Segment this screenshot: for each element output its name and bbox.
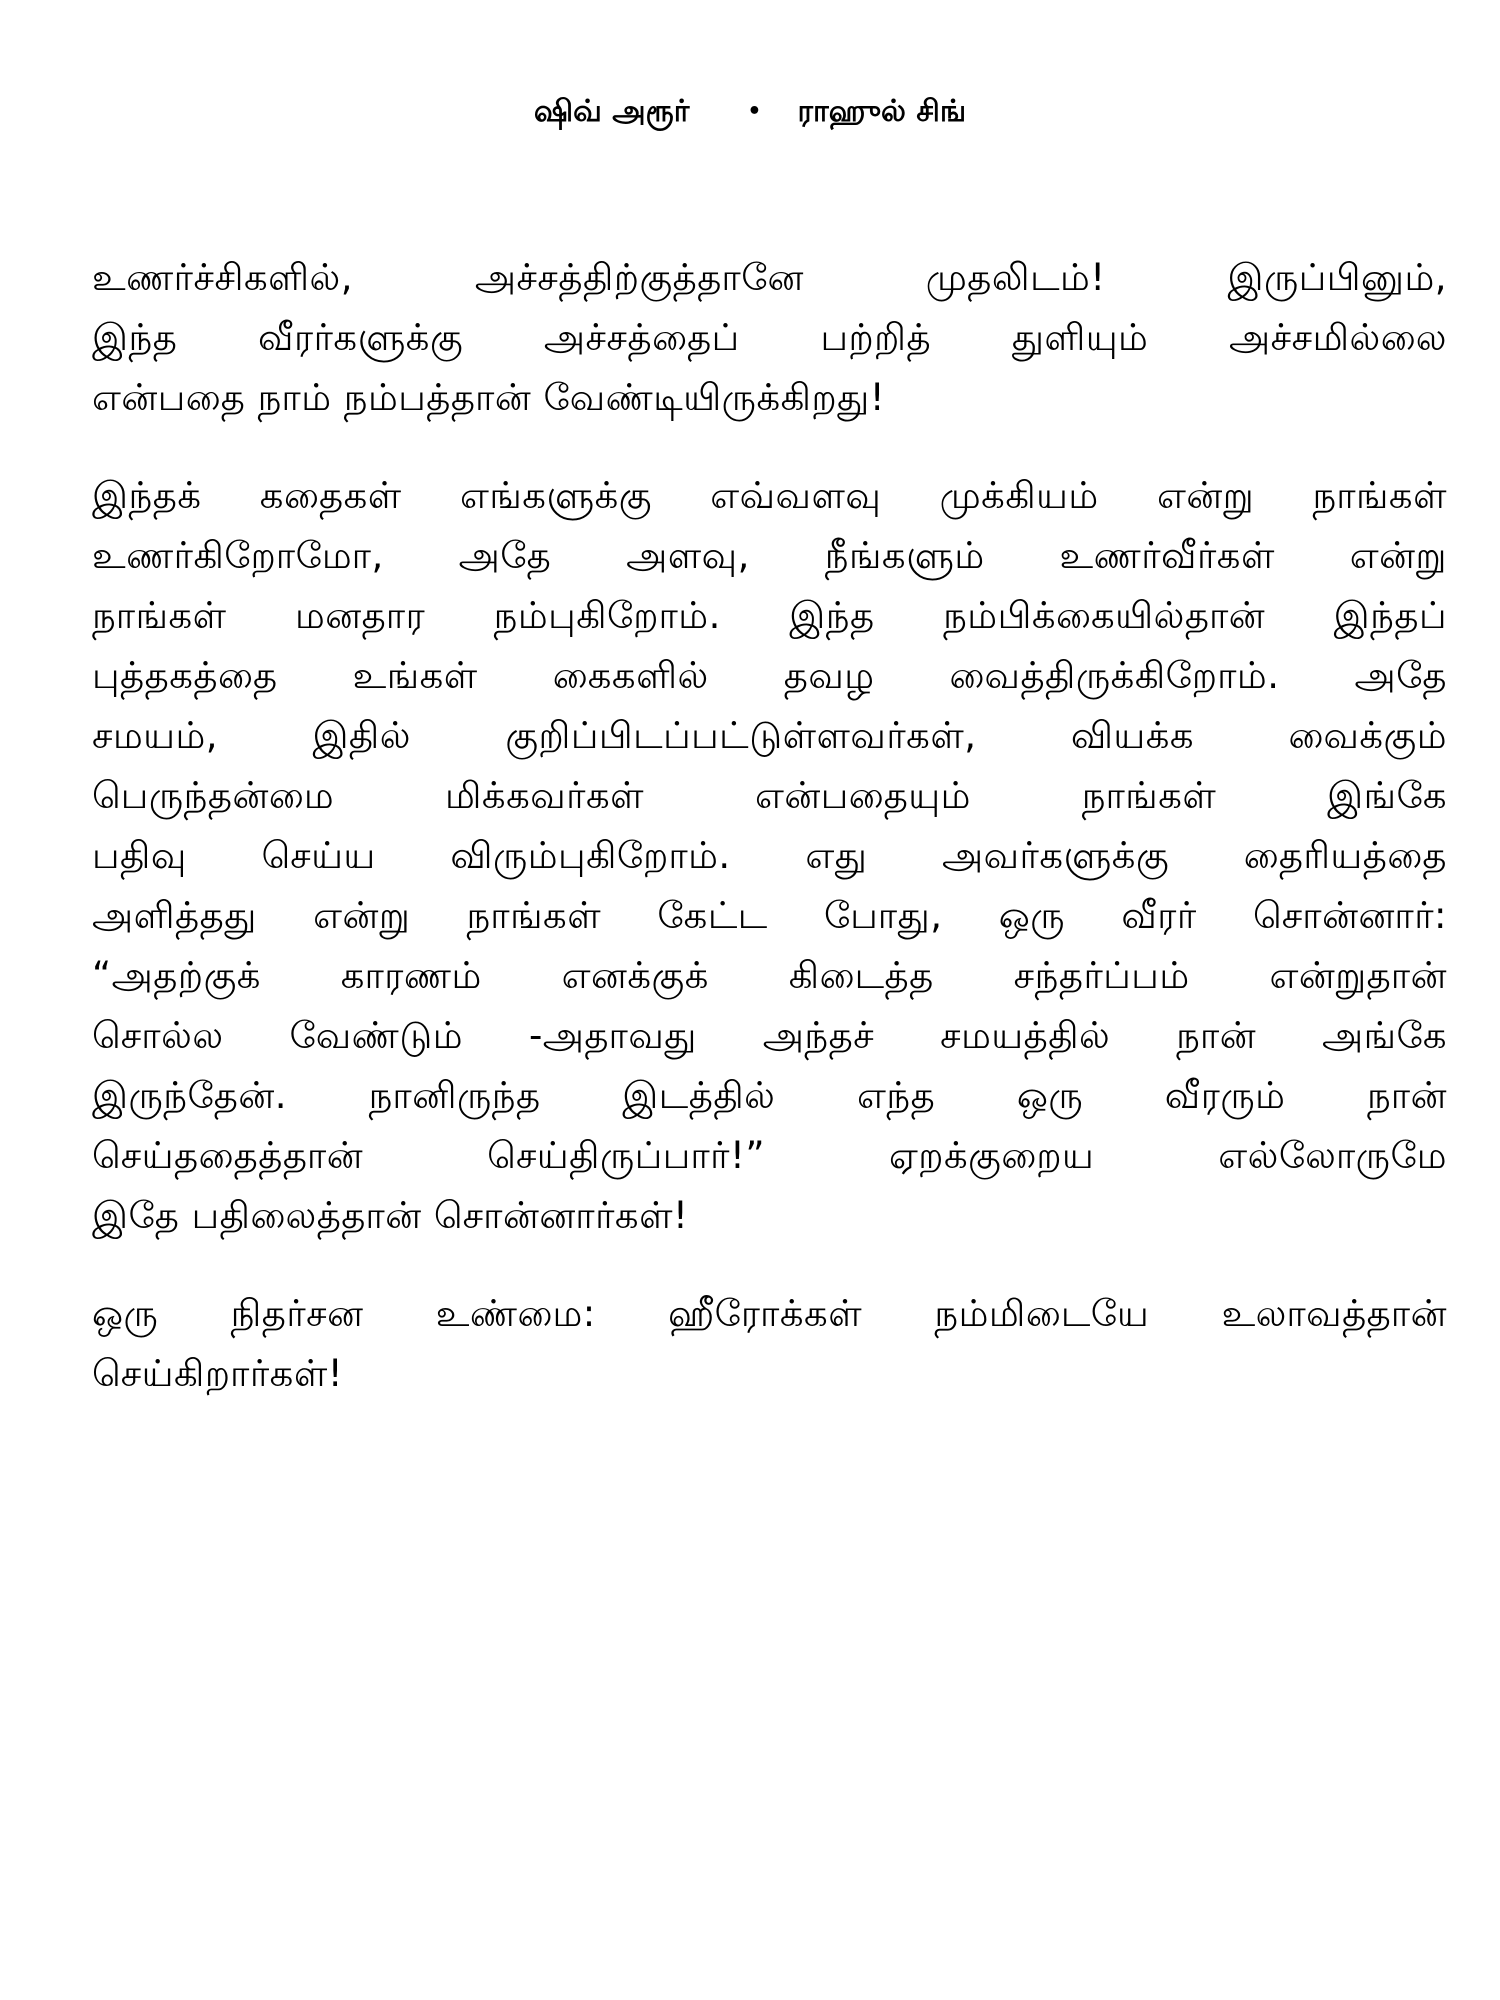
text-line: அளித்தது என்று நாங்கள் கேட்ட போது, ஒரு வீரர் சொன்னார்: [92,894,1447,937]
text-line: சொல்ல வேண்டும் -அதாவது அந்தச் சமயத்தில் நான் அங்கே [92,1014,1447,1057]
text-line: புத்தகத்தை உங்கள் கைகளில் தவழ வைத்திருக்கிறோம். அதே [92,654,1447,697]
paragraph-2 [92,466,1447,1246]
text-line: “அதற்குக் காரணம் எனக்குக் கிடைத்த சந்தர்ப்பம் என்றுதான் [92,954,1447,997]
text-line: பதிவு செய்ய விரும்புகிறோம். எது அவர்களுக்கு தைரியத்தை [92,834,1447,877]
bullet-separator: • [747,99,762,124]
paragraph-1 [92,248,1447,428]
text-line: பெருந்தன்மை மிக்கவர்கள் என்பதையும் நாங்கள் இங்கே [92,774,1447,817]
text-line: உணர்ச்சிகளில், அச்சத்திற்குத்தானே முதலிடம்! இருப்பினும், [92,256,1447,299]
text-line: ஒரு நிதர்சன உண்மை: ஹீரோக்கள் நம்மிடையே உலாவத்தான் [92,1292,1447,1335]
text-line: நாங்கள் மனதார நம்புகிறோம். இந்த நம்பிக்கையில்தான் இந்தப் [92,594,1447,637]
paragraph-3 [92,1284,1447,1404]
running-header [0,92,1500,132]
text-line: இந்த வீரர்களுக்கு அச்சத்தைப் பற்றித் துளியும் அச்சமில்லை [92,316,1447,359]
text-line: இதே பதிலைத்தான் சொன்னார்கள்! [92,1194,689,1237]
text-line: செய்ததைத்தான் செய்திருப்பார்!” ஏறக்குறைய எல்லோருமே [92,1134,1447,1177]
author-name-1: ஷிவ் அரூர் [533,94,690,129]
text-line: உணர்கிறோமோ, அதே அளவு, நீங்களும் உணர்வீர்கள் என்று [92,534,1447,577]
author-name-2: ராஹுல் சிங் [797,94,967,129]
text-line: இருந்தேன். நானிருந்த இடத்தில் எந்த ஒரு வீரரும் நான் [92,1074,1447,1117]
text-line: சமயம், இதில் குறிப்பிடப்பட்டுள்ளவர்கள், வியக்க வைக்கும் [92,714,1447,757]
text-line: இந்தக் கதைகள் எங்களுக்கு எவ்வளவு முக்கியம் என்று நாங்கள் [92,474,1447,517]
body-text [92,248,1447,1442]
text-line: செய்கிறார்கள்! [92,1352,344,1395]
text-line: என்பதை நாம் நம்பத்தான் வேண்டியிருக்கிறது! [92,376,886,419]
